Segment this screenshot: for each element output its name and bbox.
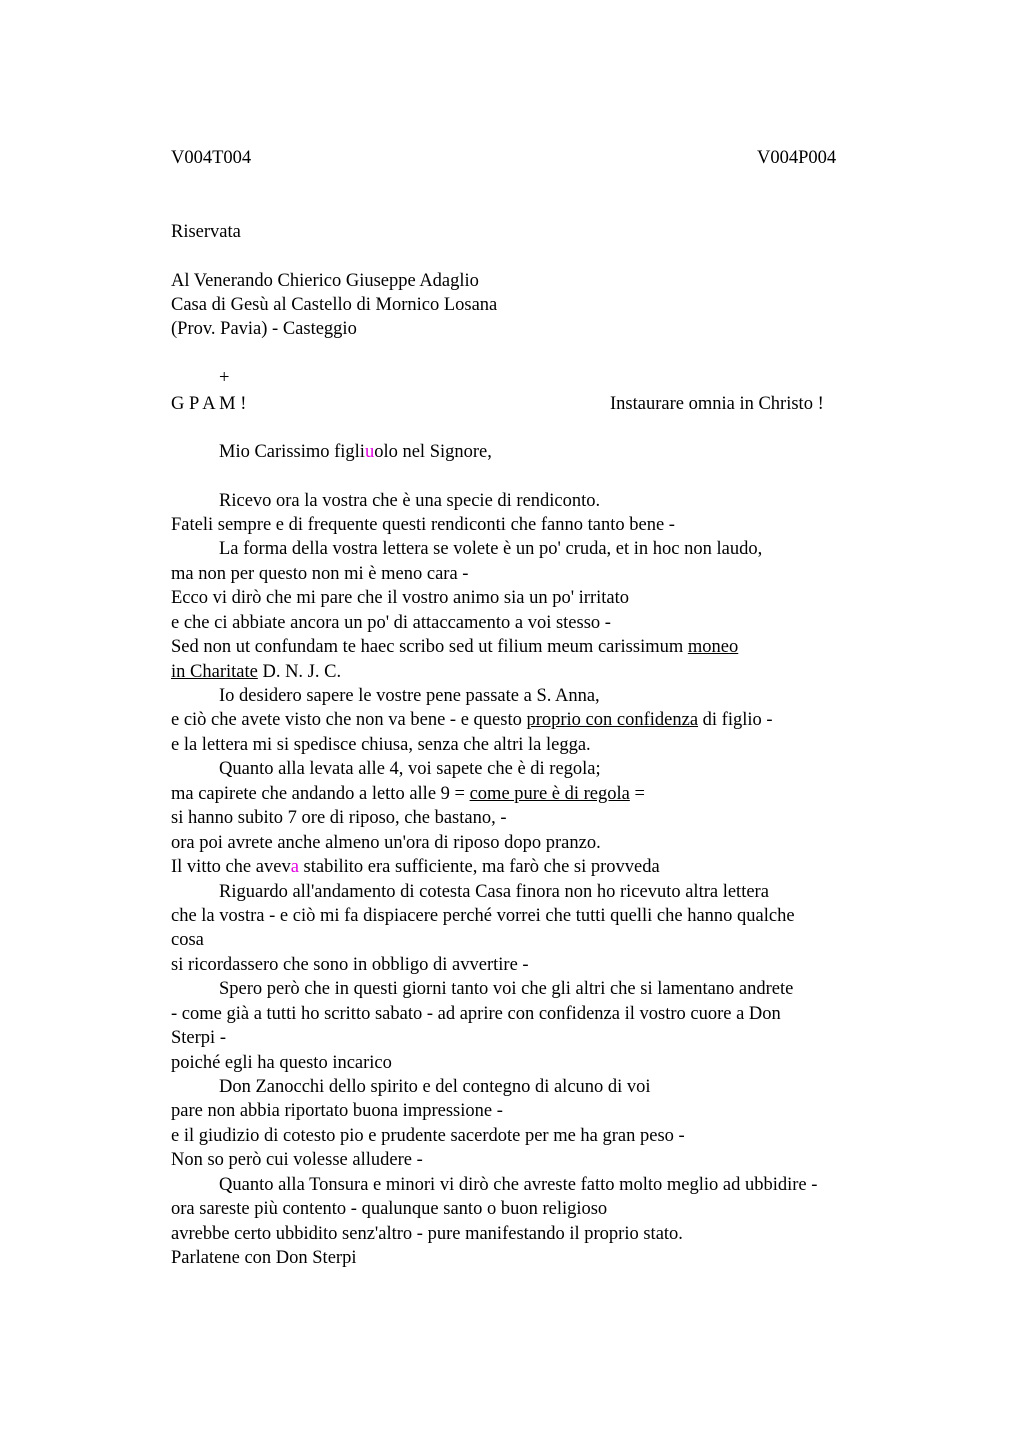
body-line: Don Zanocchi dello spirito e del contegno di alcuno di voi xyxy=(219,1077,651,1097)
body-line: Non so però cui volesse alludere - xyxy=(171,1150,423,1170)
body-line: Ecco vi dirò che mi pare che il vostro animo sia un po' irritato xyxy=(171,588,629,608)
address-line-1: Al Venerando Chierico Giuseppe Adaglio xyxy=(171,271,479,291)
body-line: poiché egli ha questo incarico xyxy=(171,1053,392,1073)
body-line: - come già a tutti ho scritto sabato - ad aprire con confidenza il vostro cuore a Don xyxy=(171,1004,781,1024)
body-line xyxy=(171,660,341,684)
body-line xyxy=(171,782,645,806)
body-text: D. N. J. C. xyxy=(257,662,342,682)
classification-label: Riservata xyxy=(171,222,241,242)
body-line: La forma della vostra lettera se volete è un po' cruda, et in hoc non laudo, xyxy=(219,539,763,559)
body-line: che la vostra - e ciò mi fa dispiacere perché vorrei che tutti quelli che hanno qualche xyxy=(171,906,795,926)
body-line: ora poi avrete anche almeno un'ora di riposo dopo pranzo. xyxy=(171,833,601,853)
salutation xyxy=(219,440,492,464)
body-text: ma capirete che andando a letto alle 9 = xyxy=(171,784,470,804)
body-text: e ciò che avete visto che non va bene - e questo xyxy=(171,710,527,730)
body-line xyxy=(171,635,738,659)
document-code-right: V004P004 xyxy=(757,148,837,168)
underlined-text: come pure è di regola xyxy=(469,784,630,804)
address-line-2: Casa di Gesù al Castello di Mornico Losana xyxy=(171,295,498,315)
body-line: si hanno subito 7 ore di riposo, che bastano, - xyxy=(171,808,507,828)
body-line: ora sareste più contento - qualunque santo o buon religioso xyxy=(171,1199,608,1219)
body-line xyxy=(171,855,660,879)
underlined-text: moneo xyxy=(687,637,739,657)
address-line-3: (Prov. Pavia) - Casteggio xyxy=(171,319,357,339)
body-line: e che ci abbiate ancora un po' di attaccamento a voi stesso - xyxy=(171,613,611,633)
body-line: Riguardo all'andamento di cotesta Casa finora non ho ricevuto altra lettera xyxy=(219,882,769,902)
underlined-text: proprio con confidenza xyxy=(526,710,699,730)
body-line: pare non abbia riportato buona impressione - xyxy=(171,1101,503,1121)
body-line: Ricevo ora la vostra che è una specie di rendiconto. xyxy=(219,491,601,511)
body-line: Spero però che in questi giorni tanto voi che gli altri che si lamentano andrete xyxy=(219,979,794,999)
motto-right: Instaurare omnia in Christo ! xyxy=(610,394,824,414)
body-line: cosa xyxy=(171,930,204,950)
salutation-pre: Mio Carissimo figli xyxy=(219,442,365,462)
body-line: e il giudizio di cotesto pio e prudente sacerdote per me ha gran peso - xyxy=(171,1126,685,1146)
body-line xyxy=(171,708,773,732)
body-line: e la lettera mi si spedisce chiusa, senza che altri la legga. xyxy=(171,735,591,755)
underlined-text: in Charitate xyxy=(171,662,258,682)
salutation-post: olo nel Signore, xyxy=(374,442,492,462)
body-line: ma non per questo non mi è meno cara - xyxy=(171,564,469,584)
body-text: di figlio - xyxy=(698,710,773,730)
highlighted-letter: a xyxy=(290,857,299,877)
body-text: Sed non ut confundam te haec scribo sed ut filium meum carissimum xyxy=(171,637,688,657)
salutation-highlight: u xyxy=(364,442,375,462)
body-text: stabilito era sufficiente, ma farò che si provveda xyxy=(298,857,660,877)
body-line: Parlatene con Don Sterpi xyxy=(171,1248,357,1268)
cross-mark: + xyxy=(219,368,230,388)
body-line: Io desidero sapere le vostre pene passate a S. Anna, xyxy=(219,686,600,706)
document-code-left: V004T004 xyxy=(171,148,252,168)
body-line: Fateli sempre e di frequente questi rendiconti che fanno tanto bene - xyxy=(171,515,675,535)
body-line: Sterpi - xyxy=(171,1028,226,1048)
body-line: si ricordassero che sono in obbligo di avvertire - xyxy=(171,955,529,975)
body-line: avrebbe certo ubbidito senz'altro - pure manifestando il proprio stato. xyxy=(171,1224,683,1244)
body-line: Quanto alla Tonsura e minori vi dirò che avreste fatto molto meglio ad ubbidire - xyxy=(219,1175,818,1195)
motto-left: G P A M ! xyxy=(171,394,247,414)
body-line: Quanto alla levata alle 4, voi sapete che è di regola; xyxy=(219,759,601,779)
body-text: = xyxy=(629,784,645,804)
body-text: Il vitto che avev xyxy=(171,857,291,877)
